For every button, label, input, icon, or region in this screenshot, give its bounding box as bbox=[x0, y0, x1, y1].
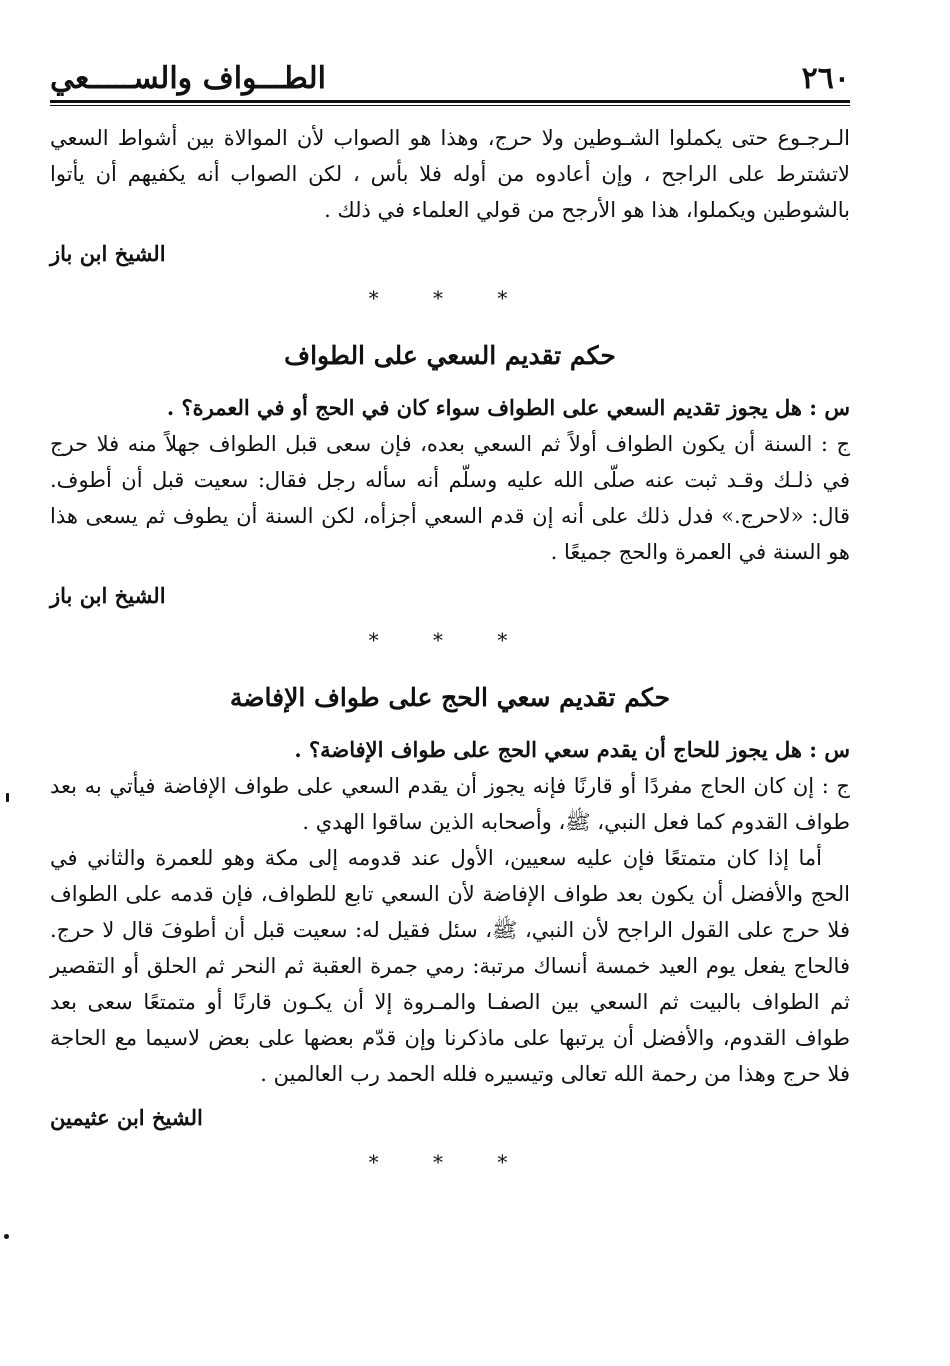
question-text: س : هل يجوز تقديم السعي على الطواف سواء كان في الحج أو في العمرة؟ . bbox=[166, 395, 850, 420]
scan-speck bbox=[6, 793, 9, 802]
scan-speck bbox=[4, 1234, 9, 1239]
continuation-paragraph: الـرجـوع حتى يكملوا الشـوطين ولا حرج، وهذا هو الصواب لأن الموالاة بين أشواط السعي لاتشترط على الراجح ، وإن أعادوه من أوله فلا بأس ، لكن الصواب أنه يكفيهم أن يأتوا بالشوطين ويكملوا، هذا هو الأرجح من قولي العلماء في ذلك . bbox=[50, 126, 850, 222]
header-rule bbox=[50, 100, 850, 103]
running-title: الطـــواف والســـــعي bbox=[50, 61, 326, 96]
signature-ibn-baz-1: الشيخ ابن باز bbox=[50, 241, 166, 266]
page-header bbox=[50, 58, 850, 96]
page-number: ٢٦٠ bbox=[801, 61, 850, 96]
question-text: س : هل يجوز للحاج أن يقدم سعي الحج على طواف الإفاضة؟ . bbox=[294, 737, 850, 762]
signature-ibn-baz-2: الشيخ ابن باز bbox=[50, 583, 166, 608]
separator-stars: * * * bbox=[368, 628, 532, 652]
separator-stars: * * * bbox=[368, 286, 532, 310]
section-title: حكم تقديم السعي على الطواف bbox=[284, 341, 616, 370]
body-paragraph: أما إذا كان متمتعًا فإن عليه سعيين، الأول عند قدومه إلى مكة وهو للعمرة والثاني في الحج والأفضل أن يكون بعد طواف الإفاضة لأن السعي تابع للطواف، فإن قدمه على الطواف فلا حرج على القول الراجح لأن النبي، ﷺ، سئل فقيل له: سعيت قبل أن أطوفَ قال لا حرج. فالحاج يفعل يوم العيد خمسة أنساك مرتبة: رمي جمرة العقبة ثم النحر ثم الحلق أو التقصير ثم الطواف بالبيت ثم السعي بين الصفـا والمـروة إلا أن يكـون قارنًا أو متمتعًا سعى بعد طواف القدوم، والأفضل أن يرتبها على ماذكرنا وإن قدّم بعضها على بعض لاسيما مع الحاجة فلا حرج وهذا من رحمة الله تعالى وتيسيره فلله الحمد رب العالمين . bbox=[50, 846, 850, 1086]
signature-ibn-uthaymeen: الشيخ ابن عثيمين bbox=[50, 1105, 203, 1130]
section-title: حكم تقديم سعي الحج على طواف الإفاضة bbox=[229, 683, 671, 712]
answer-text: ج : السنة أن يكون الطواف أولاً ثم السعي بعده، فإن سعى قبل الطواف جهلاً منه فلا حرج في ذلـك وقـد ثبت عنه صلّى الله عليه وسلّم أنه سأله رجل فقال: سعيت قبل أن أطوف. قال: «لاحرج.» فدل ذلك على أنه إن قدم السعي أجزأه، لكن السنة أن يطوف ثم يسعى هذا هو السنة في العمرة والحج جميعًا . bbox=[50, 432, 850, 564]
answer-text: ج : إن كان الحاج مفردًا أو قارنًا فإنه يجوز أن يقدم السعي على طواف الإفاضة فيأتي به بعد طواف القدوم كما فعل النبي، ﷺ، وأصحابه الذين ساقوا الهدي . bbox=[50, 774, 850, 834]
header-rule-thin bbox=[50, 105, 850, 106]
separator-stars: * * * bbox=[368, 1150, 532, 1174]
document-page bbox=[50, 58, 850, 1200]
